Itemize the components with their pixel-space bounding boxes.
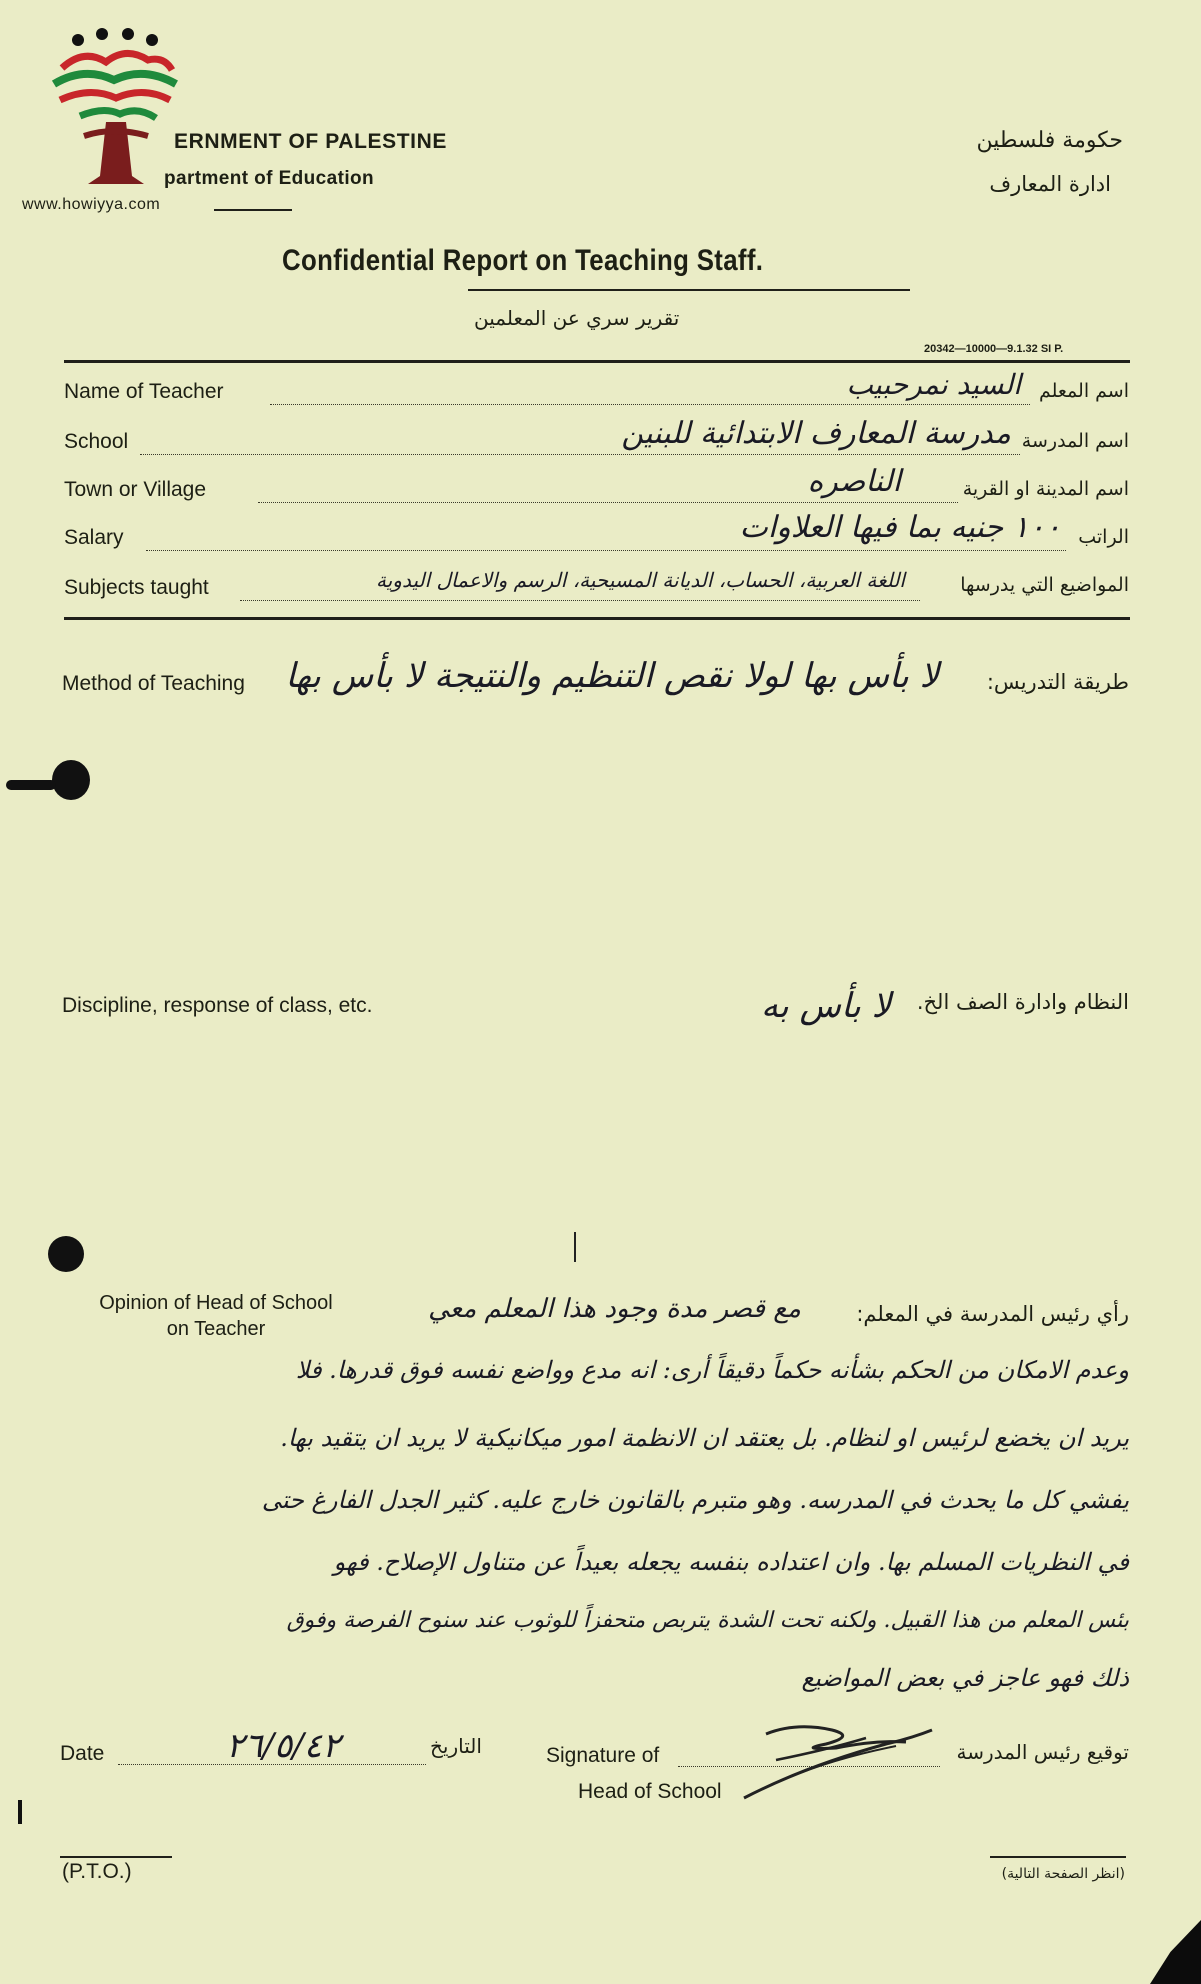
title-underline [468, 289, 910, 291]
section-rule-top [64, 360, 1130, 363]
discipline-value: لا بأس به [760, 986, 891, 1026]
opinion-label-line-2: on Teacher [166, 1318, 266, 1340]
field-label-name: Name of Teacher [64, 380, 224, 403]
opinion-line-3: يريد ان يخضع لرئيس او لنظام. بل يعتقد ان الانظمة امور ميكانيكية لا يريد ان يتقيد بها. [280, 1424, 1129, 1452]
section-rule-bottom [64, 617, 1130, 620]
watermark-url: www.howiyya.com [22, 196, 161, 213]
signature-scribble-icon [736, 1700, 936, 1810]
field-value-salary: ١٠٠ جنيه بما فيها العلاوات [739, 510, 1061, 545]
method-value: لا بأس بها لولا نقص التنظيم والنتيجة لا بأس بها [285, 656, 939, 696]
signature-label: Signature of [546, 1744, 660, 1767]
government-title: ERNMENT OF PALESTINE [174, 130, 447, 153]
field-label-subjects-arabic: المواضيع التي يدرسها [960, 574, 1129, 596]
torn-corner [1150, 1920, 1201, 1984]
field-value-subjects: اللغة العربية، الحساب، الديانة المسيحية، الرسم والاعمال اليدوية [376, 568, 905, 592]
opinion-line-2: وعدم الامكان من الحكم بشأنه حكماً دقيقاً أرى: انه مدع وواضع نفسه فوق قدرها. فلا [295, 1356, 1129, 1384]
department-title-arabic: ادارة المعارف [989, 172, 1111, 196]
date-label-arabic: التاريخ [430, 1734, 482, 1758]
pto-label: (P.T.O.) [62, 1860, 132, 1883]
field-label-town-arabic: اسم المدينة او القرية [962, 478, 1129, 500]
date-value: ٢٦/٥/٤٢ [226, 1726, 341, 1766]
ink-blot [6, 780, 56, 790]
field-label-name-arabic: اسم المعلم [1038, 380, 1129, 402]
method-label-arabic: طريقة التدريس: [986, 670, 1129, 694]
report-title-arabic: تقرير سري عن المعلمين [474, 306, 680, 330]
field-dots [270, 404, 1030, 405]
signature-label-line-2: Head of School [578, 1780, 722, 1803]
howiyya-logo-icon [44, 26, 184, 191]
pto-rule [60, 1856, 172, 1858]
field-value-name: السيد نمرحبيب [846, 368, 1021, 401]
signature-label-arabic: توقيع رئيس المدرسة [956, 1740, 1129, 1764]
date-label: Date [60, 1742, 105, 1765]
opinion-line-5: في النظريات المسلم بها. وان اعتداده بنفسه يجعله بعيداً عن متناول الإصلاح. فهو [333, 1548, 1129, 1576]
field-label-school-arabic: اسم المدرسة [1021, 430, 1129, 452]
field-dots [140, 454, 1020, 455]
report-title: Confidential Report on Teaching Staff. [282, 244, 764, 277]
method-label: Method of Teaching [62, 672, 245, 695]
divider [214, 209, 292, 211]
opinion-label [60, 1290, 372, 1342]
margin-mark [18, 1800, 22, 1824]
pen-stroke [574, 1232, 576, 1262]
field-label-school: School [64, 430, 129, 453]
opinion-line-4: يفشي كل ما يحدث في المدرسه. وهو متبرم بالقانون خارج عليه. كثير الجدل الفارغ حتى [261, 1486, 1129, 1514]
ink-blot [48, 1236, 84, 1272]
pto-label-arabic: (انظر الصفحة التالية) [1001, 1866, 1125, 1882]
opinion-label-arabic: رأي رئيس المدرسة في المعلم: [856, 1302, 1129, 1326]
department-title: partment of Education [164, 168, 375, 189]
field-label-salary-arabic: الراتب [1078, 526, 1129, 548]
discipline-label: Discipline, response of class, etc. [62, 994, 373, 1017]
opinion-line-7: ذلك فهو عاجز في بعض المواضيع [801, 1664, 1129, 1692]
field-dots [146, 550, 1066, 551]
pto-rule-arabic [990, 1856, 1126, 1858]
opinion-line-6: بئس المعلم من هذا القبيل. ولكنه تحت الشدة يتربص متحفزاً للوثوب عند سنوح الفرصة وفوق [286, 1608, 1129, 1633]
government-title-arabic: حكومة فلسطين [976, 128, 1123, 153]
discipline-label-arabic: النظام وادارة الصف الخ. [916, 990, 1129, 1014]
field-value-town: الناصره [807, 464, 901, 499]
field-value-school: مدرسة المعارف الابتدائية للبنين [621, 416, 1011, 451]
ink-blot [52, 760, 90, 800]
print-code: 20342—10000—9.1.32 SI P. [924, 343, 1064, 355]
opinion-line-1: مع قصر مدة وجود هذا المعلم معي [428, 1294, 801, 1324]
opinion-label-line-1: Opinion of Head of School [99, 1292, 333, 1314]
field-dots [258, 502, 958, 503]
field-label-subjects: Subjects taught [64, 576, 209, 599]
field-label-town: Town or Village [64, 478, 207, 501]
field-dots [240, 600, 920, 601]
field-label-salary: Salary [64, 526, 124, 549]
